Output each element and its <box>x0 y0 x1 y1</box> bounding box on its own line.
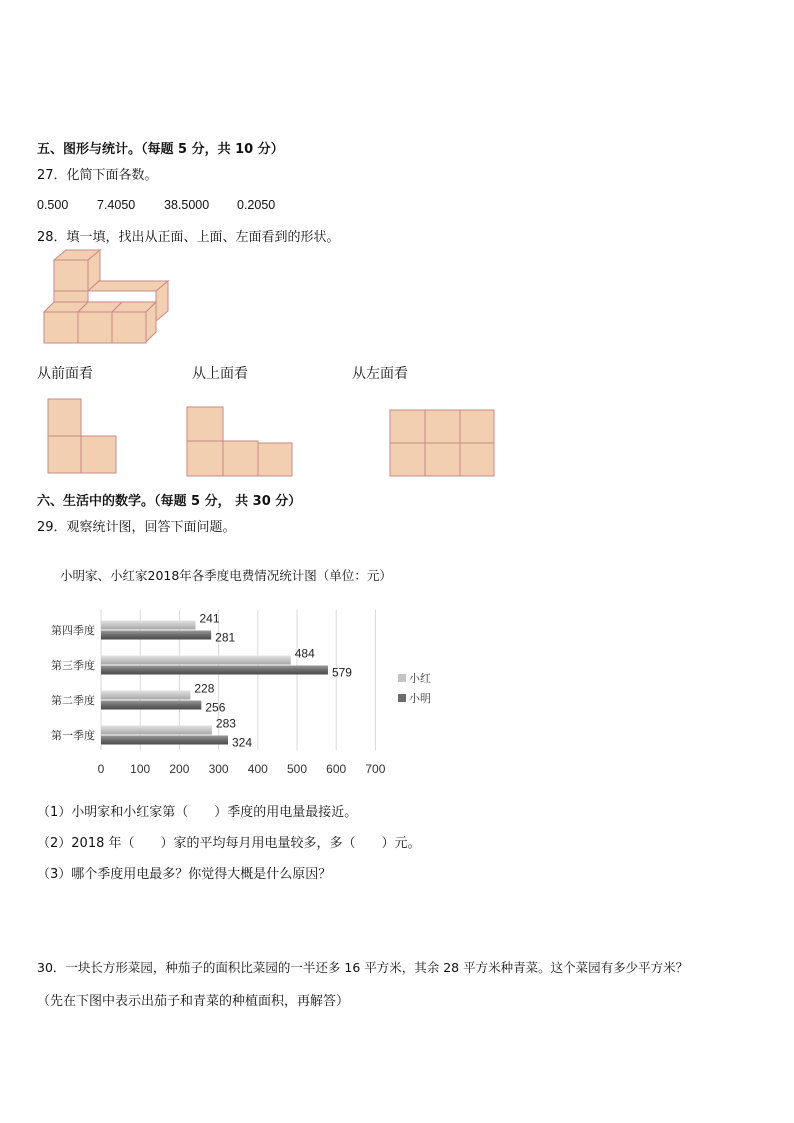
top-view-figure <box>186 406 294 478</box>
view-square <box>81 436 116 473</box>
q28-text: 28．填一填，找出从正面、上面、左面看到的形状。 <box>37 230 340 245</box>
q27-text: 27．化简下面各数。 <box>37 168 158 183</box>
legend-label: 小红 <box>409 672 431 685</box>
q27-number: 0.500 <box>37 198 69 212</box>
x-tick-label: 300 <box>208 762 229 776</box>
view-square <box>390 443 425 476</box>
bar-xiaoming <box>101 631 211 640</box>
bar-xiaoming <box>101 666 328 675</box>
legend-swatch <box>398 674 406 682</box>
cube-face <box>54 291 88 302</box>
category-label: 第三季度 <box>51 659 95 672</box>
view-label-left: 从左面看 <box>352 366 408 382</box>
category-label: 第一季度 <box>51 729 95 742</box>
x-tick-label: 600 <box>326 762 347 776</box>
front-view-figure <box>47 398 119 475</box>
view-square <box>187 407 223 441</box>
data-label: 241 <box>199 611 220 626</box>
legend-label: 小明 <box>409 692 431 705</box>
view-label-front: 从前面看 <box>37 366 93 382</box>
cube-arrangement-figure <box>40 255 175 350</box>
view-square <box>460 410 494 443</box>
q27-number: 0.2050 <box>237 198 276 212</box>
x-tick-label: 700 <box>365 762 386 776</box>
view-label-top: 从上面看 <box>192 366 248 382</box>
q30-note: （先在下图中表示出茄子和青菜的种植面积，再解答） <box>37 994 350 1009</box>
q30-text: 30．一块长方形菜园，种茄子的面积比菜园的一半还多 16 平方米，其余 28 平方米种青菜。这个菜园有多少平方米？ <box>37 960 689 975</box>
x-tick-label: 0 <box>97 762 105 776</box>
bar-xiaoming <box>101 701 201 710</box>
x-tick-label: 100 <box>130 762 151 776</box>
cube-face <box>112 312 146 343</box>
view-square <box>390 410 425 443</box>
view-square <box>460 443 494 476</box>
x-tick-label: 400 <box>247 762 268 776</box>
bar-chart <box>0 600 460 785</box>
data-label: 281 <box>215 630 236 645</box>
bar-xiaohong <box>101 691 190 700</box>
bar-xiaohong <box>101 621 195 630</box>
q29-sub3: （3）哪个季度用电最多？你觉得大概是什么原因？ <box>37 867 332 882</box>
data-label: 484 <box>294 646 315 661</box>
section6-heading: 六、生活中的数学。（每题 5 分， 共 30 分） <box>37 494 302 509</box>
cube-face <box>44 312 78 343</box>
q29-sub2: （2）2018 年（ ）家的平均每月用电量较多，多（ ）元。 <box>37 836 421 851</box>
view-square <box>48 436 81 473</box>
data-label: 579 <box>331 665 352 680</box>
cube-face <box>54 260 88 291</box>
x-tick-label: 500 <box>286 762 308 776</box>
view-square <box>223 441 258 476</box>
category-label: 第四季度 <box>51 624 95 637</box>
bar-xiaoming <box>101 736 228 745</box>
x-tick-label: 200 <box>169 762 190 776</box>
data-label: 283 <box>215 716 236 731</box>
category-label: 第二季度 <box>51 694 95 707</box>
legend-swatch <box>398 694 406 702</box>
view-square <box>187 441 223 476</box>
q29-sub1: （1）小明家和小红家第（ ）季度的用电量最接近。 <box>37 805 358 820</box>
section5-heading: 五、图形与统计。（每题 5 分，共 10 分） <box>37 142 284 157</box>
view-square <box>425 410 460 443</box>
cube-face <box>86 281 168 291</box>
bar-xiaohong <box>101 726 212 735</box>
bar-xiaohong <box>101 656 291 665</box>
view-square <box>258 443 292 476</box>
left-view-figure <box>389 409 497 479</box>
data-label: 324 <box>232 735 253 750</box>
view-square <box>48 399 81 436</box>
cube-face <box>78 312 112 343</box>
q27-number: 38.5000 <box>164 198 210 212</box>
view-square <box>425 443 460 476</box>
q27-number: 7.4050 <box>97 198 136 212</box>
data-label: 256 <box>205 700 226 715</box>
q29-text: 29．观察统计图，回答下面问题。 <box>37 520 236 535</box>
chart-title: 小明家、小红家2018年各季度电费情况统计图（单位：元） <box>60 568 392 583</box>
data-label: 228 <box>194 681 215 696</box>
